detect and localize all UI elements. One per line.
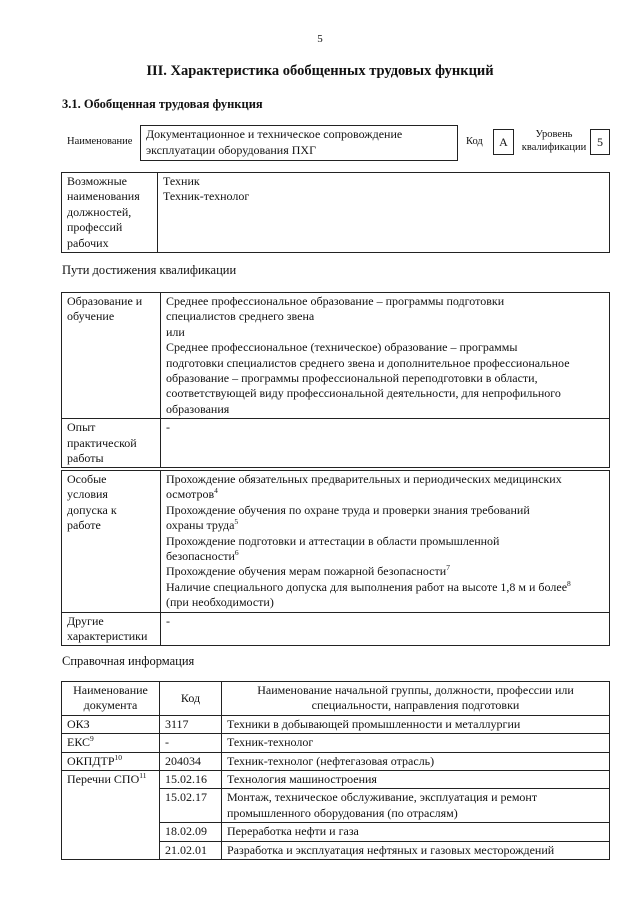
- row-name: Переработка нефти и газа: [222, 823, 610, 841]
- gtf-name-label: Наименование: [67, 136, 133, 147]
- gtf-code-value: А: [493, 129, 514, 155]
- section-title: III. Характеристика обобщенных трудовых функций: [146, 63, 494, 79]
- education-line: образования: [166, 401, 230, 416]
- education-label-line: Образование и: [67, 294, 143, 308]
- education-label-line: обучение: [67, 309, 115, 324]
- row-name: Монтаж, техническое обслуживание, эксплуатация и ремонт промышленного оборудования (по отраслям): [222, 789, 610, 823]
- row-doc: Перечни СПО$^{11}$: [62, 771, 160, 860]
- experience-label-line: практической: [67, 435, 137, 450]
- footnote-ref: 8: [567, 578, 571, 588]
- positions-label: [62, 173, 158, 253]
- other-label-line: Другие: [67, 613, 104, 628]
- education-table: [61, 292, 610, 468]
- conditions-label-line: Особые: [67, 472, 107, 486]
- position-item: Техник-технолог: [163, 189, 250, 204]
- condition-item: Прохождение подготовки и аттестации в области промышленной безопасности$^6$: [166, 533, 500, 564]
- positions-label-line: профессий: [67, 220, 123, 235]
- subsection-title: 3.1. Обобщенная трудовая функция: [62, 97, 263, 111]
- gtf-level-label-line2: квалификации: [521, 142, 587, 153]
- positions-table: [61, 172, 610, 253]
- gtf-name-line1: Документационное и техническое сопровождение: [146, 127, 403, 141]
- row-code: 15.02.16: [160, 771, 222, 789]
- footnote-ref: 5: [234, 517, 239, 527]
- row-code: 21.02.01: [160, 841, 222, 859]
- education-line: подготовки специалистов среднего звена и дополнительное профессиональное: [166, 355, 570, 370]
- condition-item: Наличие специального допуска для выполнения работ на высоте 1,8 м и более$^8$ (при необходимости): [166, 578, 571, 610]
- table-row: [62, 715, 610, 733]
- row-name: Технология машиностроения: [222, 771, 610, 789]
- education-line: или: [166, 324, 185, 339]
- page-number: 5: [317, 33, 323, 45]
- row-code: 3117: [160, 715, 222, 733]
- gtf-level-label-line1: Уровень: [535, 129, 573, 140]
- row-name: Техник-технолог: [222, 734, 610, 752]
- table-row: [62, 734, 610, 752]
- footnote-ref: 10: [114, 752, 123, 762]
- positions-label-line: рабочих: [67, 235, 109, 250]
- education-line: специалистов среднего звена: [166, 309, 315, 324]
- positions-label-line: наименования: [67, 189, 140, 204]
- row-doc: ОКПДТР$^{10}$: [62, 752, 160, 770]
- education-label: [62, 293, 161, 419]
- conditions-label: [62, 471, 161, 613]
- footnote-ref: 9: [90, 734, 94, 744]
- row-name: Техник-технолог (нефтегазовая отрасль): [222, 752, 610, 770]
- gtf-level-value: 5: [590, 129, 610, 155]
- positions-values: [158, 173, 610, 253]
- row-doc: ОКЗ: [62, 715, 160, 733]
- experience-label-line: Опыт: [67, 420, 96, 435]
- gtf-code-label: Код: [466, 136, 483, 147]
- header-name: Наименование начальной группы, должности, профессии или специальности, направления подготовки: [222, 682, 610, 716]
- conditions-label-line: работе: [67, 518, 101, 533]
- footnote-ref: 4: [214, 486, 218, 496]
- positions-label-line: Возможные: [67, 174, 127, 188]
- table-row: [62, 771, 610, 789]
- education-line: Среднее профессиональное образование – программы подготовки: [166, 294, 505, 308]
- row-code: 15.02.17: [160, 789, 222, 823]
- education-line: Среднее профессиональное (техническое) образование – программы: [166, 340, 518, 355]
- experience-value: -: [161, 419, 610, 468]
- conditions-label-line: допуска к: [67, 502, 117, 517]
- condition-item: Прохождение обязательных предварительных и периодических медицинских осмотров$^4$: [166, 472, 562, 502]
- position-item: Техник: [163, 174, 200, 188]
- paths-title: Пути достижения квалификации: [62, 263, 237, 277]
- gtf-level-label: [518, 128, 590, 154]
- row-doc: ЕКС$^9$: [62, 734, 160, 752]
- positions-label-line: должностей,: [67, 204, 132, 219]
- experience-label-line: работы: [67, 451, 104, 466]
- row-name: Разработка и эксплуатация нефтяных и газовых месторождений: [222, 841, 610, 859]
- ref-title: Справочная информация: [62, 654, 195, 668]
- other-label: [62, 612, 161, 646]
- other-value: -: [161, 612, 610, 646]
- footnote-ref: 7: [446, 563, 450, 573]
- footnote-ref: 6: [234, 548, 239, 558]
- condition-item: Прохождение обучения мерам пожарной безопасности$^7$: [166, 563, 450, 579]
- table-row: [62, 752, 610, 770]
- header-code: Код: [160, 682, 222, 716]
- gtf-name-box: [140, 125, 458, 161]
- row-code: -: [160, 734, 222, 752]
- footnote-ref: 11: [139, 771, 147, 781]
- row-code: 204034: [160, 752, 222, 770]
- table-header-row: [62, 682, 610, 716]
- reference-table: [61, 681, 610, 860]
- header-doc: Наименование документа: [62, 682, 160, 716]
- row-name: Техники в добывающей промышленности и металлургии: [222, 715, 610, 733]
- conditions-value: [161, 471, 610, 613]
- experience-label: [62, 419, 161, 468]
- conditions-table: [61, 470, 610, 646]
- education-value: [161, 293, 610, 419]
- condition-item: Прохождение обучения по охране труда и проверки знания требований охраны труда$^5$: [166, 502, 530, 533]
- row-code: 18.02.09: [160, 823, 222, 841]
- gtf-name-line2: эксплуатации оборудования ПХГ: [146, 142, 317, 157]
- other-label-line: характеристики: [67, 629, 148, 644]
- education-line: соответствующей виду профессиональной деятельности, для непрофильного: [166, 386, 561, 401]
- education-line: образование – программы профессиональной переподготовки в области,: [166, 371, 538, 386]
- conditions-label-line: условия: [67, 487, 108, 502]
